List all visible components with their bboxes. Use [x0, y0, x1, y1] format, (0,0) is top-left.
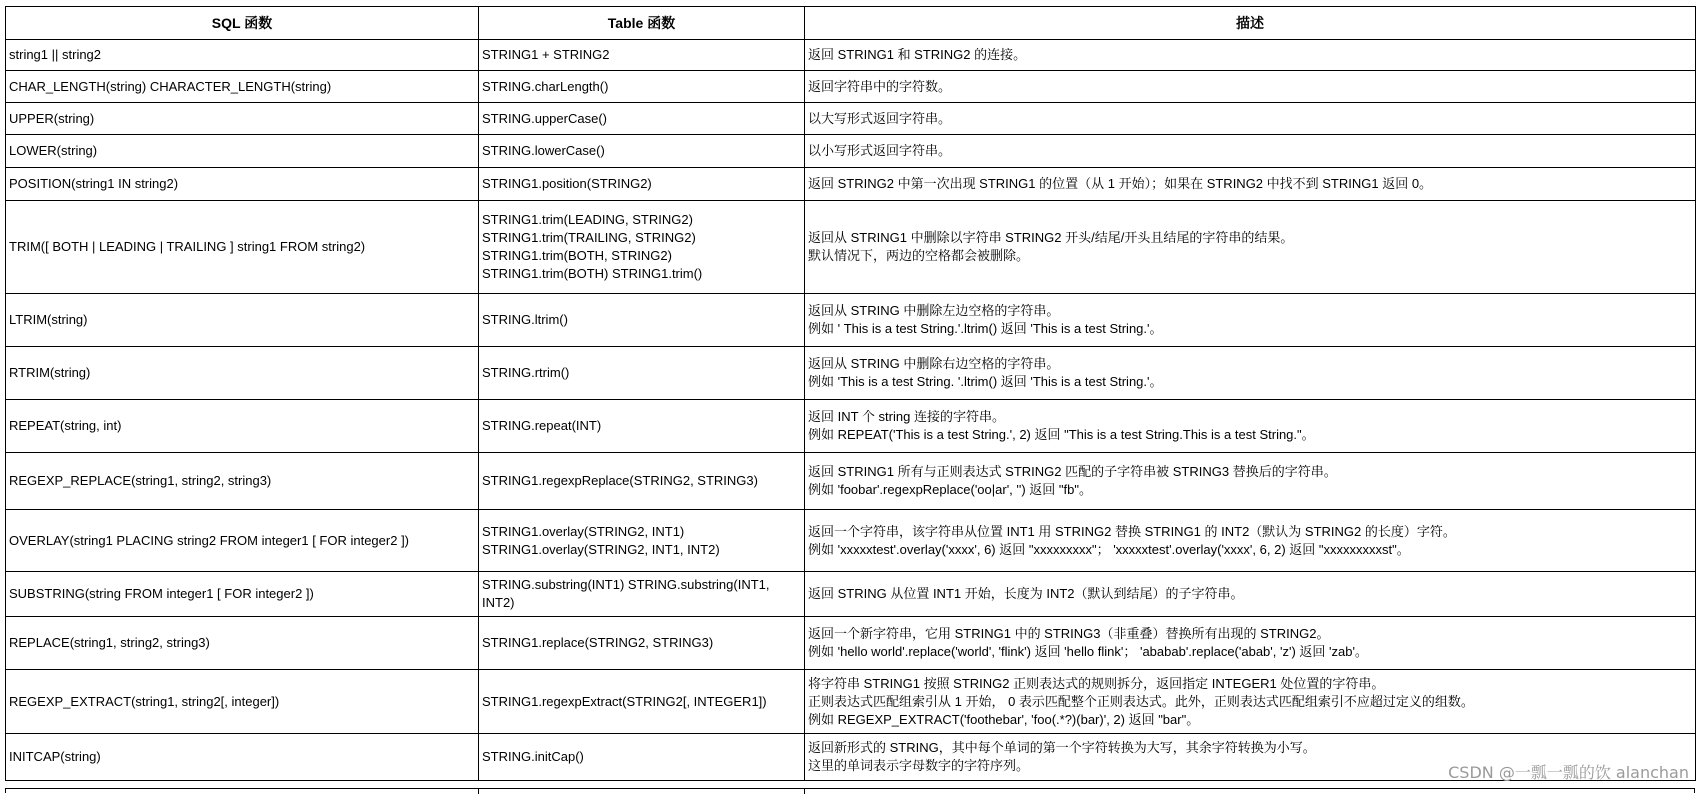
cell-table: STRING1.overlay(STRING2, INT1) STRING1.overlay(STRING2, INT1, INT2)	[479, 510, 805, 572]
table-row	[6, 135, 1696, 168]
cell-table: STRING.initCap()	[479, 734, 805, 781]
cell-description: 返回 STRING1 和 STRING2 的连接。	[805, 40, 1696, 71]
cell-table: STRING.upperCase()	[479, 103, 805, 135]
cell-description: 返回一个新字符串，它用 STRING1 中的 STRING3（非重叠）替换所有出现的 STRING2。 例如 'hello world'.replace('world', 'flink') 返回 'hello flink'； 'ababab'.replace('abab', 'z') 返回 'zab'。	[805, 617, 1696, 670]
header-row	[6, 7, 1696, 40]
cell-table: STRING1 + STRING2	[479, 40, 805, 71]
cell-sql: REGEXP_REPLACE(string1, string2, string3)	[6, 453, 479, 510]
cell-description: 返回从 STRING 中删除左边空格的字符串。 例如 ' This is a test String.'.ltrim() 返回 'This is a test String.'。	[805, 294, 1696, 347]
cell-description: 返回 STRING 从位置 INT1 开始，长度为 INT2（默认到结尾）的子字符串。	[805, 572, 1696, 617]
cell-sql: TRIM([ BOTH | LEADING | TRAILING ] string1 FROM string2)	[6, 201, 479, 294]
cell-table: STRING.lowerCase()	[479, 135, 805, 168]
cell-sql: OVERLAY(string1 PLACING string2 FROM integer1 [ FOR integer2 ])	[6, 510, 479, 572]
table-row	[6, 734, 1696, 781]
column-divider	[478, 789, 479, 794]
next-row-edge	[5, 788, 1695, 793]
cell-sql: INITCAP(string)	[6, 734, 479, 781]
cell-table: STRING1.regexpReplace(STRING2, STRING3)	[479, 453, 805, 510]
header-sql-function: SQL 函数	[6, 7, 479, 40]
table-row	[6, 40, 1696, 71]
cell-description: 返回从 STRING 中删除右边空格的字符串。 例如 'This is a test String. '.ltrim() 返回 'This is a test String.'。	[805, 347, 1696, 400]
cell-sql: POSITION(string1 IN string2)	[6, 168, 479, 201]
cell-sql: REPEAT(string, int)	[6, 400, 479, 453]
table-row	[6, 617, 1696, 670]
cell-sql: LTRIM(string)	[6, 294, 479, 347]
cell-sql: REGEXP_EXTRACT(string1, string2[, integer])	[6, 670, 479, 734]
table-row	[6, 347, 1696, 400]
table-row	[6, 670, 1696, 734]
cell-description: 返回 STRING2 中第一次出现 STRING1 的位置（从 1 开始）；如果在 STRING2 中找不到 STRING1 返回 0。	[805, 168, 1696, 201]
table-row	[6, 103, 1696, 135]
cell-table: STRING.ltrim()	[479, 294, 805, 347]
table-row	[6, 168, 1696, 201]
header-table-function: Table 函数	[479, 7, 805, 40]
table-row	[6, 453, 1696, 510]
cell-sql: SUBSTRING(string FROM integer1 [ FOR integer2 ])	[6, 572, 479, 617]
cell-sql: REPLACE(string1, string2, string3)	[6, 617, 479, 670]
string-functions-table	[5, 6, 1696, 781]
cell-sql: RTRIM(string)	[6, 347, 479, 400]
cell-description: 返回 INT 个 string 连接的字符串。 例如 REPEAT('This is a test String.', 2) 返回 "This is a test String.This is a test String."。	[805, 400, 1696, 453]
cell-description: 以小写形式返回字符串。	[805, 135, 1696, 168]
cell-description: 返回新形式的 STRING，其中每个单词的第一个字符转换为大写，其余字符转换为小写。 这里的单词表示字母数字的字符序列。	[805, 734, 1696, 781]
cell-description: 以大写形式返回字符串。	[805, 103, 1696, 135]
cell-table: STRING1.position(STRING2)	[479, 168, 805, 201]
cell-table: STRING.charLength()	[479, 71, 805, 103]
cell-sql: CHAR_LENGTH(string) CHARACTER_LENGTH(string)	[6, 71, 479, 103]
table-row	[6, 294, 1696, 347]
cell-description: 返回字符串中的字符数。	[805, 71, 1696, 103]
cell-description: 将字符串 STRING1 按照 STRING2 正则表达式的规则拆分，返回指定 INTEGER1 处位置的字符串。 正则表达式匹配组索引从 1 开始， 0 表示匹配整个正则表达式。此外，正则表达式匹配组索引不应超过定义的组数。 例如 REGEXP_EXTRACT('foothebar', 'foo(.*?)(bar)', 2) 返回 "bar"。	[805, 670, 1696, 734]
table-row	[6, 201, 1696, 294]
cell-table: STRING1.replace(STRING2, STRING3)	[479, 617, 805, 670]
cell-table: STRING.repeat(INT)	[479, 400, 805, 453]
cell-sql: string1 || string2	[6, 40, 479, 71]
cell-table: STRING1.regexpExtract(STRING2[, INTEGER1])	[479, 670, 805, 734]
table-row	[6, 71, 1696, 103]
cell-table: STRING.rtrim()	[479, 347, 805, 400]
table-row	[6, 400, 1696, 453]
table-row	[6, 510, 1696, 572]
cell-table: STRING.substring(INT1) STRING.substring(INT1, INT2)	[479, 572, 805, 617]
cell-sql: LOWER(string)	[6, 135, 479, 168]
cell-table: STRING1.trim(LEADING, STRING2) STRING1.trim(TRAILING, STRING2) STRING1.trim(BOTH, STRING2) STRING1.trim(BOTH) STRING1.trim()	[479, 201, 805, 294]
watermark: CSDN @一瓢一瓢的饮 alanchan	[1448, 763, 1689, 782]
column-divider	[804, 789, 805, 794]
header-description: 描述	[805, 7, 1696, 40]
cell-description: 返回一个字符串，该字符串从位置 INT1 用 STRING2 替换 STRING1 的 INT2（默认为 STRING2 的长度）字符。 例如 'xxxxxtest'.overlay('xxxx', 6) 返回 "xxxxxxxxx"； 'xxxxxtest'.overlay('xxxx', 6, 2) 返回 "xxxxxxxxxst"。	[805, 510, 1696, 572]
cell-description: 返回 STRING1 所有与正则表达式 STRING2 匹配的子字符串被 STRING3 替换后的字符串。 例如 'foobar'.regexpReplace('oo|ar', '') 返回 "fb"。	[805, 453, 1696, 510]
cell-description: 返回从 STRING1 中删除以字符串 STRING2 开头/结尾/开头且结尾的字符串的结果。 默认情况下，两边的空格都会被删除。	[805, 201, 1696, 294]
cell-sql: UPPER(string)	[6, 103, 479, 135]
table-row	[6, 572, 1696, 617]
